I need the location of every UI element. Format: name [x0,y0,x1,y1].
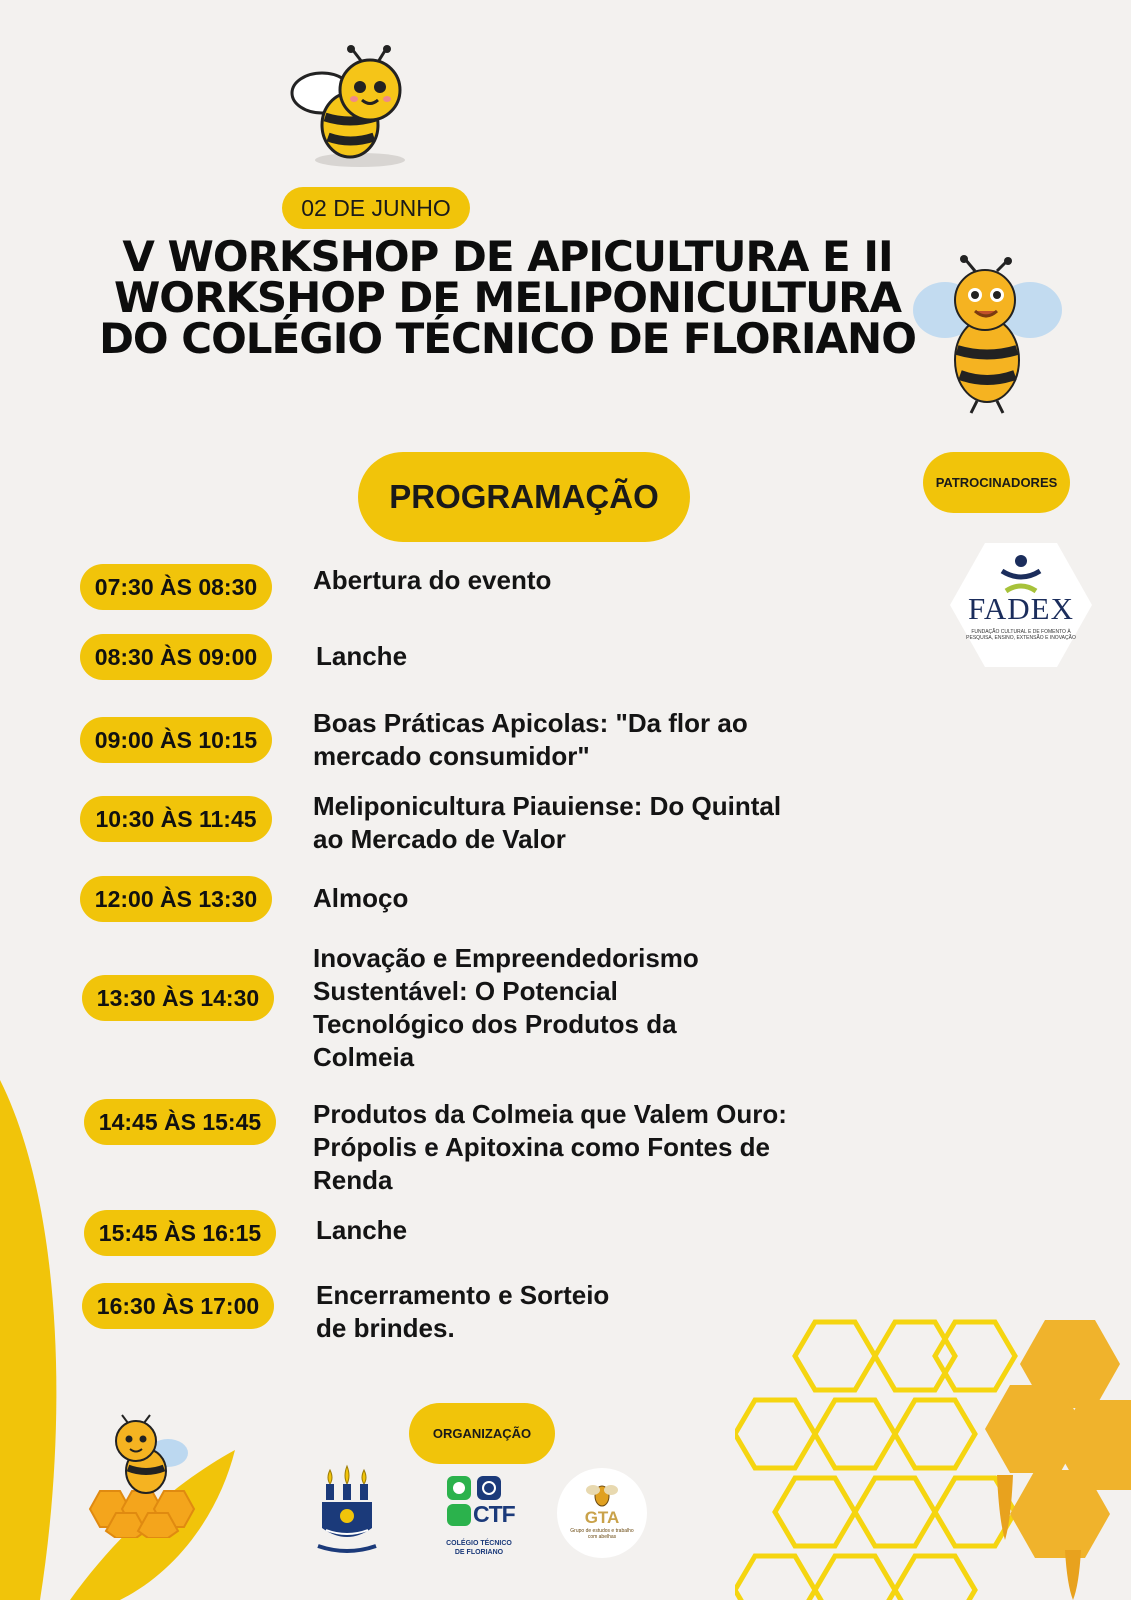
schedule-time: 16:30 ÀS 17:00 [82,1283,274,1329]
date-badge-text: 02 DE JUNHO [301,194,451,221]
schedule-activity: Boas Práticas Apicolas: "Da flor ao mercado consumidor" [313,708,748,771]
schedule-time: 07:30 ÀS 08:30 [80,564,272,610]
event-title-line-3: DO COLÉGIO TÉCNICO DE FLORIANO [99,314,916,363]
programacao-heading-text: PROGRAMAÇÃO [389,478,659,515]
patrocinadores-heading [923,452,1070,513]
schedule-activity: Produtos da Colmeia que Valem Ouro: Própolis e Apitoxina como Fontes de Renda [313,1099,787,1195]
patrocinadores-heading-text: PATROCINADORES [935,475,1058,490]
organizacao-heading [409,1403,555,1464]
gta-logo-text: GTA [584,1508,620,1527]
schedule-activity: Lanche [316,1215,408,1245]
ufpi-crest-logo [316,1464,378,1556]
schedule-activity: Encerramento e Sorteio de brindes. [316,1280,610,1343]
schedule-activity: Inovação e Empreendedorismo Sustentável: O Potencial Tecnológico dos Produtos da Colmeia [313,943,699,1072]
gta-logo-caption: Grupo de estudos e trabalho com abelhas [570,1528,634,1540]
schedule-activity: Lanche [316,641,408,671]
gta-logo [557,1468,647,1558]
schedule-time: 14:45 ÀS 15:45 [84,1099,276,1145]
bee-right-illustration [905,255,1070,420]
schedule-activity: Abertura do evento [313,565,552,595]
date-badge [282,187,470,229]
schedule-time: 09:00 ÀS 10:15 [80,717,272,763]
programacao-heading [358,452,690,542]
ctf-logo-text: CTF [473,1501,515,1527]
schedule-activity: Almoço [313,883,409,913]
ctf-logo-caption-1: COLÉGIO TÉCNICO [446,1540,512,1547]
schedule-time: 08:30 ÀS 09:00 [80,634,272,680]
ctf-logo [443,1474,515,1560]
schedule-time: 10:30 ÀS 11:45 [80,796,272,842]
ctf-logo-caption-2: DE FLORIANO [454,1549,504,1556]
schedule-activity: Meliponicultura Piauiense: Do Quintal ao Mercado de Valor [313,791,782,854]
schedule-time: 13:30 ÀS 14:30 [82,975,274,1021]
fadex-logo [950,543,1092,667]
schedule-time: 12:00 ÀS 13:30 [80,876,272,922]
event-title-line-2: WORKSHOP DE MELIPONICULTURA [113,273,902,322]
schedule-time: 15:45 ÀS 16:15 [84,1210,276,1256]
event-title-line-1: V WORKSHOP DE APICULTURA E II [122,232,893,281]
organizacao-heading-text: ORGANIZAÇÃO [432,1426,532,1441]
bee-bottom-illustration [88,1413,198,1538]
honeycomb-decoration [735,1300,1131,1600]
fadex-logo-name: FADEX [967,591,1075,626]
bee-top-illustration [290,45,420,170]
fadex-logo-subtitle: FUNDAÇÃO CULTURAL E DE FOMENTO À PESQUISA, ENSINO, EXTENSÃO E INOVAÇÃO [966,629,1076,641]
